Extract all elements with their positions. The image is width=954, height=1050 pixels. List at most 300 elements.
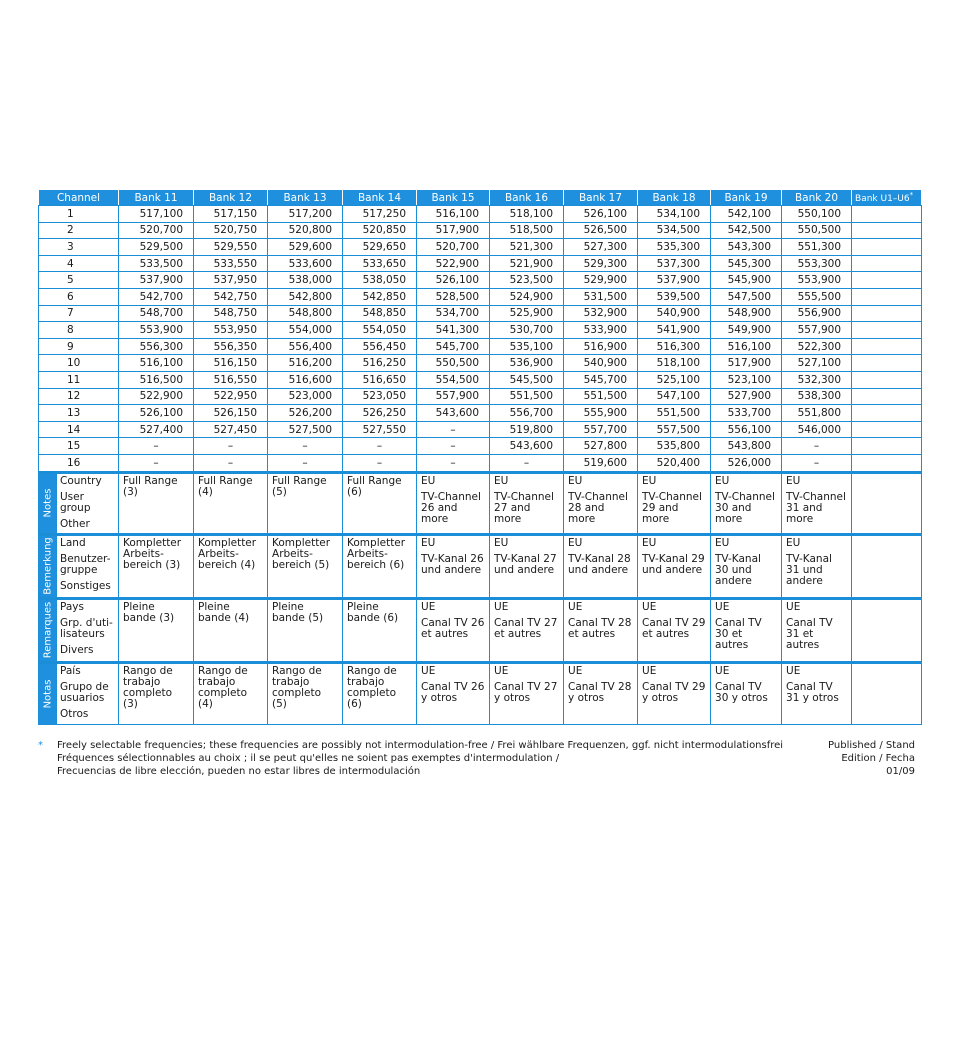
channel-cell: 8 (39, 322, 119, 339)
frequency-cell: 533,900 (564, 322, 638, 339)
header-bank: Bank 12 (194, 190, 268, 206)
frequency-cell: 529,600 (268, 239, 343, 256)
frequency-cell: 522,300 (782, 338, 852, 355)
user-bank-cell (852, 305, 922, 322)
frequency-cell: 529,900 (564, 272, 638, 289)
tv-channel-text: TV-Kanal 29 und andere (642, 552, 705, 576)
frequency-cell: 523,050 (343, 388, 417, 405)
frequency-cell: 518,100 (638, 355, 711, 372)
channel-cell: 2 (39, 222, 119, 239)
user-bank-cell (852, 662, 922, 724)
notes-row (39, 534, 922, 598)
user-bank-cell (852, 371, 922, 388)
channel-cell: 4 (39, 255, 119, 272)
user-bank-cell (852, 388, 922, 405)
user-bank-label: Bank U1–U6 (855, 194, 910, 204)
frequency-cell: 517,100 (119, 206, 194, 223)
frequency-cell: 557,500 (638, 421, 711, 438)
notes-language-tab (39, 598, 57, 662)
frequency-cell: 542,700 (119, 288, 194, 305)
frequency-cell: 556,400 (268, 338, 343, 355)
frequency-cell: – (782, 454, 852, 472)
footnote-line: Freely selectable frequencies; these frequencies are possibly not intermodulation-free / Frei wählbare Frequenzen, ggf. nicht intermodulationsfrei (57, 740, 784, 751)
frequency-cell: 516,650 (343, 371, 417, 388)
region-cell (490, 598, 564, 662)
header-bank: Bank 16 (490, 190, 564, 206)
range-cell: Full Range (5) (268, 472, 343, 534)
footnote-line: Fréquences sélectionnables au choix ; il se peut qu'elles ne soient pas exemptes d'intermodulation / (57, 753, 560, 764)
frequency-cell: 521,300 (490, 239, 564, 256)
tv-channel-text: Canal TV 28 y otros (568, 680, 632, 704)
tv-channel-text: TV-Kanal 31 und andere (786, 552, 832, 587)
table-row (39, 338, 922, 355)
frequency-cell: 526,100 (119, 405, 194, 422)
notes-label: Sonstiges (60, 579, 111, 592)
region-cell (638, 472, 711, 534)
frequency-cell: 532,300 (782, 371, 852, 388)
user-bank-cell (852, 355, 922, 372)
range-cell: Pleine bande (3) (119, 598, 194, 662)
frequency-cell: 542,750 (194, 288, 268, 305)
tv-channel-text: Canal TV 26 et autres (421, 616, 485, 640)
frequency-cell: 522,900 (417, 255, 490, 272)
frequency-cell: – (417, 438, 490, 455)
frequency-cell: 517,250 (343, 206, 417, 223)
notes-labels (57, 662, 119, 724)
frequency-cell: 534,100 (638, 206, 711, 223)
notes-language-tab (39, 534, 57, 598)
frequency-cell: 525,900 (490, 305, 564, 322)
region-cell (711, 598, 782, 662)
frequency-cell: 516,300 (638, 338, 711, 355)
region-label: EU (568, 536, 583, 549)
tv-channel-text: TV-Kanal 27 und andere (494, 552, 557, 576)
frequency-cell: 553,900 (782, 272, 852, 289)
frequency-cell: 536,900 (490, 355, 564, 372)
frequency-cell: 546,000 (782, 421, 852, 438)
frequency-cell: 534,500 (638, 222, 711, 239)
region-cell (782, 662, 852, 724)
frequency-table (38, 189, 922, 725)
frequency-cell: 533,700 (711, 405, 782, 422)
frequency-cell: 520,850 (343, 222, 417, 239)
region-cell (782, 472, 852, 534)
frequency-cell: 516,100 (119, 355, 194, 372)
user-bank-cell (852, 454, 922, 472)
region-label: EU (568, 474, 583, 487)
notes-row (39, 472, 922, 534)
range-cell: Rango de trabajo completo (3) (119, 662, 194, 724)
frequency-cell: 550,500 (417, 355, 490, 372)
frequency-cell: 545,700 (417, 338, 490, 355)
table-row (39, 371, 922, 388)
channel-cell: 12 (39, 388, 119, 405)
region-cell (711, 534, 782, 598)
frequency-cell: 516,100 (711, 338, 782, 355)
frequency-cell: 553,300 (782, 255, 852, 272)
tv-channel-text: Canal TV 29 y otros (642, 680, 706, 704)
notes-row (39, 598, 922, 662)
table-row (39, 388, 922, 405)
channel-cell: 6 (39, 288, 119, 305)
range-cell: Full Range (4) (194, 472, 268, 534)
table-row (39, 454, 922, 472)
user-bank-cell (852, 598, 922, 662)
tv-channel-text: TV-Kanal 30 und andere (715, 552, 761, 587)
region-cell (417, 534, 490, 598)
user-bank-cell (852, 206, 922, 223)
tv-channel-text: Canal TV 29 et autres (642, 616, 706, 640)
frequency-cell: 523,500 (490, 272, 564, 289)
range-cell: Full Range (6) (343, 472, 417, 534)
notes-label: Other (60, 517, 90, 530)
header-bank: Bank 18 (638, 190, 711, 206)
frequency-cell: 542,800 (268, 288, 343, 305)
user-bank-cell (852, 421, 922, 438)
frequency-cell: 529,300 (564, 255, 638, 272)
frequency-cell: 529,650 (343, 239, 417, 256)
table-row (39, 272, 922, 289)
range-cell: Pleine bande (6) (343, 598, 417, 662)
user-bank-mark: * (909, 191, 914, 199)
region-label: UE (715, 664, 730, 677)
user-bank-cell (852, 239, 922, 256)
frequency-cell: 526,250 (343, 405, 417, 422)
tv-channel-text: TV-Kanal 28 und andere (568, 552, 631, 576)
user-bank-cell (852, 338, 922, 355)
range-cell: Rango de trabajo completo (5) (268, 662, 343, 724)
frequency-cell: 528,500 (417, 288, 490, 305)
frequency-cell: 543,800 (711, 438, 782, 455)
region-cell (564, 662, 638, 724)
tv-channel-text: TV-Channel 29 and more (642, 490, 702, 525)
frequency-cell: 527,100 (782, 355, 852, 372)
frequency-cell: 537,900 (119, 272, 194, 289)
frequency-cell: 520,750 (194, 222, 268, 239)
region-label: EU (421, 474, 436, 487)
frequency-cell: 554,000 (268, 322, 343, 339)
frequency-cell: 556,100 (711, 421, 782, 438)
notes-label: Otros (60, 707, 89, 720)
header-bank: Bank 11 (119, 190, 194, 206)
frequency-cell: 538,050 (343, 272, 417, 289)
notes-label: Pays (60, 600, 84, 613)
user-bank-cell (852, 405, 922, 422)
region-label: UE (494, 600, 509, 613)
tv-channel-text: Canal TV 31 et autres (786, 616, 833, 651)
table-row (39, 322, 922, 339)
tv-channel-text: Canal TV 31 y otros (786, 680, 839, 704)
frequency-cell: 527,500 (268, 421, 343, 438)
frequency-cell: 550,100 (782, 206, 852, 223)
table-row (39, 421, 922, 438)
frequency-cell: 519,800 (490, 421, 564, 438)
frequency-cell: 516,900 (564, 338, 638, 355)
footnote-line: Frecuencias de libre elección, pueden no estar libres de intermodulación (57, 766, 421, 777)
channel-cell: 13 (39, 405, 119, 422)
frequency-cell: 547,500 (711, 288, 782, 305)
frequency-cell: 545,700 (564, 371, 638, 388)
frequency-cell: 517,900 (417, 222, 490, 239)
frequency-cell: 529,550 (194, 239, 268, 256)
tv-channel-text: Canal TV 27 y otros (494, 680, 558, 704)
user-bank-cell (852, 272, 922, 289)
frequency-cell: 542,850 (343, 288, 417, 305)
frequency-cell: – (490, 454, 564, 472)
frequency-cell: – (119, 438, 194, 455)
frequency-cell: 517,150 (194, 206, 268, 223)
region-label: UE (421, 664, 436, 677)
frequency-cell: 554,500 (417, 371, 490, 388)
frequency-cell: 526,150 (194, 405, 268, 422)
publication-info (828, 739, 915, 778)
frequency-cell: 542,500 (711, 222, 782, 239)
table-body (39, 206, 922, 725)
frequency-cell: 526,200 (268, 405, 343, 422)
frequency-cell: 516,200 (268, 355, 343, 372)
frequency-cell: 550,500 (782, 222, 852, 239)
region-label: EU (715, 536, 730, 549)
channel-cell: 16 (39, 454, 119, 472)
frequency-cell: 527,400 (119, 421, 194, 438)
range-cell: Kompletter Arbeits-bereich (6) (343, 534, 417, 598)
region-label: EU (642, 474, 657, 487)
tv-channel-text: TV-Channel 26 and more (421, 490, 481, 525)
region-label: EU (494, 536, 509, 549)
region-label: UE (421, 600, 436, 613)
frequency-cell: 555,500 (782, 288, 852, 305)
region-cell (564, 472, 638, 534)
channel-cell: 14 (39, 421, 119, 438)
frequency-cell: – (194, 454, 268, 472)
frequency-cell: 548,750 (194, 305, 268, 322)
region-label: EU (786, 536, 801, 549)
frequency-cell: 522,900 (119, 388, 194, 405)
frequency-cell: 553,950 (194, 322, 268, 339)
region-cell (417, 598, 490, 662)
region-label: UE (642, 664, 657, 677)
frequency-cell: 555,900 (564, 405, 638, 422)
frequency-cell: 533,500 (119, 255, 194, 272)
frequency-cell: 535,300 (638, 239, 711, 256)
frequency-cell: 554,050 (343, 322, 417, 339)
frequency-cell: 516,150 (194, 355, 268, 372)
notes-labels (57, 472, 119, 534)
channel-cell: 11 (39, 371, 119, 388)
frequency-cell: 526,100 (564, 206, 638, 223)
frequency-cell: – (782, 438, 852, 455)
notes-label: Land (60, 536, 86, 549)
frequency-cell: 556,450 (343, 338, 417, 355)
frequency-cell: 518,500 (490, 222, 564, 239)
frequency-cell: 527,450 (194, 421, 268, 438)
header-channel: Channel (39, 190, 119, 206)
frequency-cell: – (343, 438, 417, 455)
channel-cell: 15 (39, 438, 119, 455)
frequency-cell: 548,800 (268, 305, 343, 322)
header-bank: Bank 14 (343, 190, 417, 206)
header-row (39, 190, 922, 206)
region-label: EU (642, 536, 657, 549)
tv-channel-text: TV-Kanal 26 und andere (421, 552, 484, 576)
edition-date: 01/09 (886, 766, 915, 777)
notes-title: Notas (42, 679, 53, 708)
frequency-cell: 521,900 (490, 255, 564, 272)
region-cell (490, 534, 564, 598)
frequency-cell: 519,600 (564, 454, 638, 472)
frequency-cell: 538,000 (268, 272, 343, 289)
frequency-cell: 517,200 (268, 206, 343, 223)
frequency-cell: 516,600 (268, 371, 343, 388)
notes-label: Grupo de usuarios (60, 680, 109, 704)
tv-channel-text: TV-Channel 31 and more (786, 490, 846, 525)
frequency-cell: 529,500 (119, 239, 194, 256)
frequency-cell: – (268, 454, 343, 472)
frequency-cell: 551,800 (782, 405, 852, 422)
channel-cell: 5 (39, 272, 119, 289)
region-cell (638, 662, 711, 724)
frequency-cell: 557,900 (782, 322, 852, 339)
region-label: UE (568, 600, 583, 613)
frequency-cell: 527,900 (711, 388, 782, 405)
user-bank-cell (852, 534, 922, 598)
region-cell (490, 662, 564, 724)
frequency-cell: 548,850 (343, 305, 417, 322)
frequency-cell: 537,900 (638, 272, 711, 289)
frequency-cell: 524,900 (490, 288, 564, 305)
range-cell: Kompletter Arbeits-bereich (3) (119, 534, 194, 598)
header-bank: Bank 13 (268, 190, 343, 206)
frequency-cell: 556,300 (119, 338, 194, 355)
frequency-cell: 549,900 (711, 322, 782, 339)
frequency-cell: – (194, 438, 268, 455)
channel-cell: 7 (39, 305, 119, 322)
notes-label: País (60, 664, 81, 677)
frequency-cell: 541,900 (638, 322, 711, 339)
frequency-cell: 530,700 (490, 322, 564, 339)
header-bank: Bank 19 (711, 190, 782, 206)
region-label: EU (715, 474, 730, 487)
footnote-asterisk: * (38, 740, 43, 751)
frequency-cell: 516,100 (417, 206, 490, 223)
region-label: UE (642, 600, 657, 613)
frequency-cell: 522,950 (194, 388, 268, 405)
table-row (39, 355, 922, 372)
region-cell (711, 662, 782, 724)
notes-row (39, 662, 922, 724)
header-bank: Bank 15 (417, 190, 490, 206)
frequency-cell: 551,300 (782, 239, 852, 256)
footnote-text (57, 739, 783, 778)
tv-channel-text: Canal TV 30 y otros (715, 680, 768, 704)
notes-label: Benutzer-gruppe (60, 552, 111, 576)
frequency-cell: 557,900 (417, 388, 490, 405)
region-label: UE (494, 664, 509, 677)
channel-cell: 3 (39, 239, 119, 256)
frequency-cell: 540,900 (638, 305, 711, 322)
table-row (39, 305, 922, 322)
notes-title: Remarques (42, 601, 53, 659)
user-bank-cell (852, 472, 922, 534)
region-cell (564, 598, 638, 662)
frequency-cell: 533,550 (194, 255, 268, 272)
frequency-cell: 540,900 (564, 355, 638, 372)
table-row (39, 438, 922, 455)
region-cell (638, 598, 711, 662)
frequency-cell: 535,100 (490, 338, 564, 355)
frequency-cell: 523,100 (711, 371, 782, 388)
tv-channel-text: TV-Channel 27 and more (494, 490, 554, 525)
channel-cell: 10 (39, 355, 119, 372)
range-cell: Pleine bande (5) (268, 598, 343, 662)
region-label: UE (786, 664, 801, 677)
frequency-cell: 516,250 (343, 355, 417, 372)
frequency-cell: 556,350 (194, 338, 268, 355)
notes-label: Country (60, 474, 102, 487)
frequency-cell: 516,500 (119, 371, 194, 388)
frequency-cell: 534,700 (417, 305, 490, 322)
frequency-cell: 527,800 (564, 438, 638, 455)
frequency-cell: 545,900 (711, 272, 782, 289)
frequency-cell: 543,600 (490, 438, 564, 455)
frequency-cell: 533,600 (268, 255, 343, 272)
frequency-cell: 543,600 (417, 405, 490, 422)
frequency-cell: 539,500 (638, 288, 711, 305)
region-label: UE (786, 600, 801, 613)
frequency-cell: 557,700 (564, 421, 638, 438)
region-label: EU (494, 474, 509, 487)
range-cell: Kompletter Arbeits-bereich (4) (194, 534, 268, 598)
frequency-cell: 531,500 (564, 288, 638, 305)
frequency-cell: 520,800 (268, 222, 343, 239)
range-cell: Rango de trabajo completo (6) (343, 662, 417, 724)
range-cell: Rango de trabajo completo (4) (194, 662, 268, 724)
frequency-cell: 537,950 (194, 272, 268, 289)
frequency-cell: 553,900 (119, 322, 194, 339)
frequency-cell: – (417, 454, 490, 472)
frequency-cell: 532,900 (564, 305, 638, 322)
region-cell (564, 534, 638, 598)
user-bank-cell (852, 222, 922, 239)
frequency-cell: 526,000 (711, 454, 782, 472)
frequency-cell: 525,100 (638, 371, 711, 388)
user-bank-cell (852, 438, 922, 455)
region-label: UE (715, 600, 730, 613)
notes-language-tab (39, 472, 57, 534)
tv-channel-text: TV-Channel 30 and more (715, 490, 775, 525)
user-bank-cell (852, 322, 922, 339)
frequency-cell: 523,000 (268, 388, 343, 405)
frequency-cell: 538,300 (782, 388, 852, 405)
frequency-cell: 535,800 (638, 438, 711, 455)
notes-label: User group (60, 490, 91, 514)
frequency-cell: 542,100 (711, 206, 782, 223)
frequency-cell: 547,100 (638, 388, 711, 405)
frequency-cell: 518,100 (490, 206, 564, 223)
tv-channel-text: Canal TV 26 y otros (421, 680, 485, 704)
frequency-cell: 545,300 (711, 255, 782, 272)
frequency-cell: 516,550 (194, 371, 268, 388)
edition-label: Edition / Fecha (841, 753, 915, 764)
region-cell (490, 472, 564, 534)
frequency-cell: 520,400 (638, 454, 711, 472)
frequency-cell: 533,650 (343, 255, 417, 272)
region-cell (417, 472, 490, 534)
channel-cell: 9 (39, 338, 119, 355)
frequency-cell: 548,700 (119, 305, 194, 322)
range-cell: Kompletter Arbeits-bereich (5) (268, 534, 343, 598)
frequency-cell: 551,500 (564, 388, 638, 405)
